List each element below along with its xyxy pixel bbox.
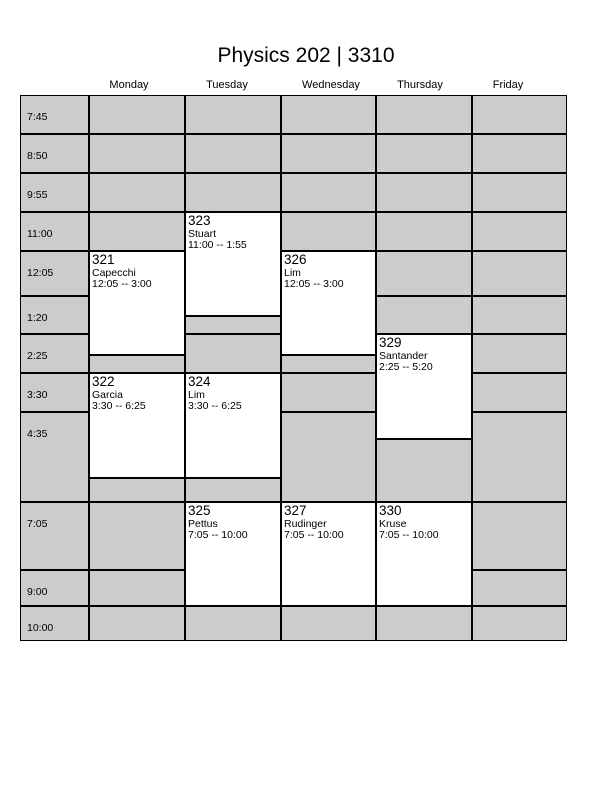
event-time: 3:30 -- 6:25 [188, 400, 242, 413]
event-block[interactable] [185, 212, 281, 316]
event-room: 330 [379, 503, 402, 518]
time-slot: 9:00 [20, 570, 89, 606]
event-instructor: Garcia [92, 389, 123, 402]
empty-cell [472, 212, 567, 251]
day-header-wednesday: Wednesday [302, 79, 360, 91]
event-room: 325 [188, 503, 211, 518]
empty-cell [185, 316, 281, 334]
event-block[interactable] [89, 251, 185, 355]
empty-cell [376, 439, 472, 502]
empty-cell [89, 606, 185, 641]
empty-cell [281, 134, 376, 173]
empty-cell [281, 355, 376, 373]
day-header-monday: Monday [109, 79, 149, 91]
event-instructor: Capecchi [92, 267, 136, 280]
event-room: 329 [379, 335, 402, 350]
empty-cell [185, 606, 281, 641]
time-slot: 9:55 [20, 173, 89, 212]
event-time: 12:05 -- 3:00 [284, 278, 344, 291]
empty-cell [472, 412, 567, 502]
event-block[interactable] [185, 502, 281, 606]
empty-cell [376, 606, 472, 641]
time-slot: 7:05 [20, 502, 89, 570]
empty-cell [472, 502, 567, 570]
event-block[interactable] [281, 251, 376, 355]
empty-cell [89, 502, 185, 570]
empty-cell [472, 334, 567, 373]
empty-cell [376, 212, 472, 251]
empty-cell [472, 296, 567, 334]
event-room: 327 [284, 503, 307, 518]
time-slot: 10:00 [20, 606, 89, 641]
empty-cell [89, 355, 185, 373]
event-room: 322 [92, 374, 115, 389]
time-slot: 7:45 [20, 95, 89, 134]
empty-cell [472, 173, 567, 212]
empty-cell [89, 173, 185, 212]
event-time: 11:00 -- 1:55 [188, 239, 247, 252]
event-time: 7:05 -- 10:00 [188, 529, 248, 542]
empty-cell [376, 296, 472, 334]
empty-cell [281, 95, 376, 134]
empty-cell [89, 95, 185, 134]
empty-cell [472, 606, 567, 641]
event-instructor: Santander [379, 350, 428, 363]
empty-cell [472, 95, 567, 134]
event-room: 321 [92, 252, 115, 267]
empty-cell [185, 95, 281, 134]
event-time: 7:05 -- 10:00 [379, 529, 439, 542]
event-instructor: Stuart [188, 228, 217, 241]
empty-cell [185, 173, 281, 212]
page-title: Physics 202 | 3310 [217, 44, 395, 67]
empty-cell [89, 478, 185, 502]
event-time: 2:25 -- 5:20 [379, 361, 433, 374]
event-instructor: Rudinger [284, 518, 327, 531]
empty-cell [472, 251, 567, 296]
empty-cell [89, 212, 185, 251]
time-slot: 1:20 [20, 296, 89, 334]
event-block[interactable] [89, 373, 185, 478]
time-slot: 3:30 [20, 373, 89, 412]
event-time: 3:30 -- 6:25 [92, 400, 146, 413]
time-slot: 11:00 [20, 212, 89, 251]
empty-cell [185, 134, 281, 173]
empty-cell [281, 606, 376, 641]
event-instructor: Lim [284, 267, 301, 280]
time-slot: 2:25 [20, 334, 89, 373]
event-room: 323 [188, 213, 211, 228]
event-block[interactable] [376, 502, 472, 606]
event-block[interactable] [185, 373, 281, 478]
empty-cell [281, 212, 376, 251]
time-slot: 8:50 [20, 134, 89, 173]
event-instructor: Lim [188, 389, 205, 402]
empty-cell [185, 334, 281, 373]
day-header-tuesday: Tuesday [206, 79, 248, 91]
event-block[interactable] [376, 334, 472, 439]
empty-cell [472, 373, 567, 412]
event-time: 7:05 -- 10:00 [284, 529, 344, 542]
event-room: 324 [188, 374, 211, 389]
time-slot: 4:35 [20, 412, 89, 502]
empty-cell [89, 570, 185, 606]
empty-cell [281, 373, 376, 412]
empty-cell [472, 570, 567, 606]
empty-cell [281, 412, 376, 502]
empty-cell [376, 95, 472, 134]
empty-cell [376, 134, 472, 173]
day-header-friday: Friday [492, 79, 524, 91]
event-room: 326 [284, 252, 307, 267]
empty-cell [89, 134, 185, 173]
event-block[interactable] [281, 502, 376, 606]
time-slot: 12:05 [20, 251, 89, 296]
event-instructor: Pettus [188, 518, 218, 531]
empty-cell [185, 478, 281, 502]
empty-cell [376, 173, 472, 212]
day-header-thursday: Thursday [397, 79, 443, 91]
empty-cell [472, 134, 567, 173]
event-instructor: Kruse [379, 518, 407, 531]
empty-cell [376, 251, 472, 296]
empty-cell [281, 173, 376, 212]
event-time: 12:05 -- 3:00 [92, 278, 152, 291]
